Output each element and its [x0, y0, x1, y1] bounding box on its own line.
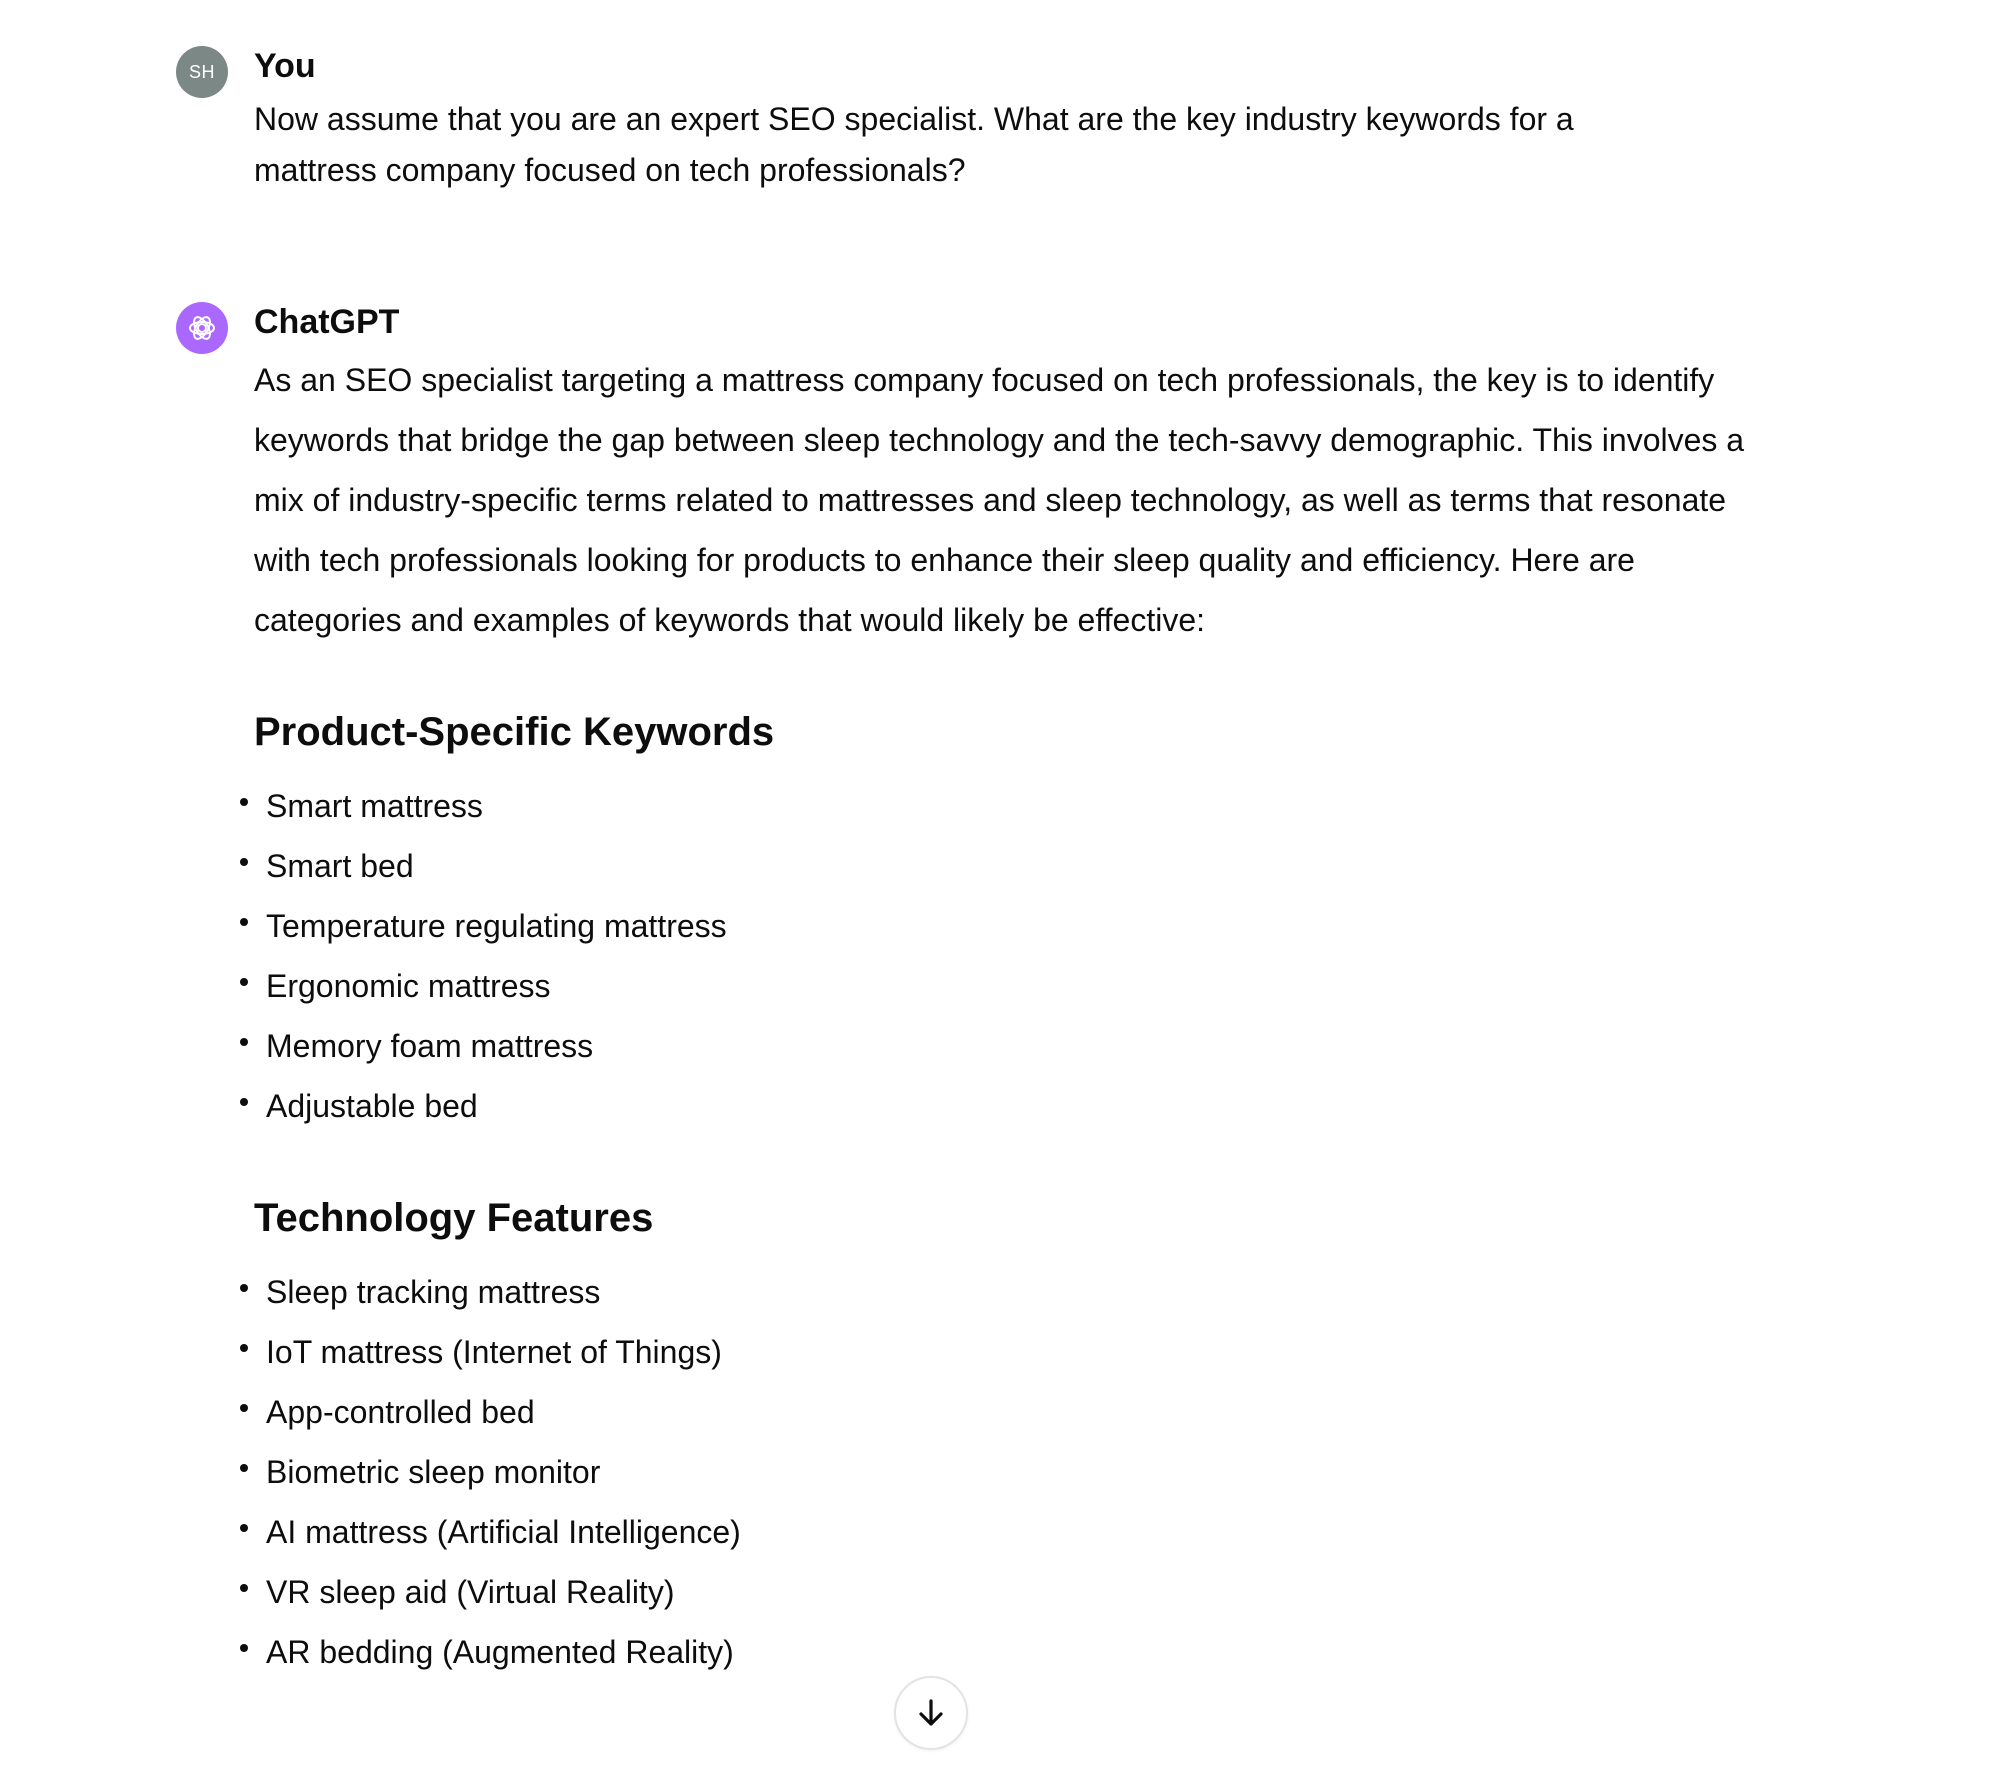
list-item: AI mattress (Artificial Intelligence) [254, 1502, 1734, 1562]
list-item: Smart bed [254, 836, 1734, 896]
assistant-intro-paragraph: As an SEO specialist targeting a mattress company focused on tech professionals, the key is to identify keywords that bridge the gap between sleep technology and the tech-savvy demographic. This involves a mix of industry-specific terms related to mattresses and sleep technology, as well as terms that resonate with tech professionals looking for products to enhance their sleep quality and efficiency. Here are categories and examples of keywords that would likely be effective: [254, 362, 1745, 638]
section-heading-product-keywords: Product-Specific Keywords [254, 710, 775, 754]
list-item: Smart mattress [254, 776, 1734, 836]
product-keywords-list [254, 776, 1734, 1136]
list-item: App-controlled bed [254, 1382, 1734, 1442]
list-item: Biometric sleep monitor [254, 1442, 1734, 1502]
openai-logo-icon [176, 302, 228, 354]
list-item: Ergonomic mattress [254, 956, 1734, 1016]
list-item: Temperature regulating mattress [254, 896, 1734, 956]
list-item: VR sleep aid (Virtual Reality) [254, 1562, 1734, 1622]
list-item: Adjustable bed [254, 1076, 1734, 1136]
user-author-name: You [254, 47, 316, 85]
list-item: AR bedding (Augmented Reality) [254, 1622, 1734, 1682]
list-item: Sleep tracking mattress [254, 1262, 1734, 1322]
list-item: IoT mattress (Internet of Things) [254, 1322, 1734, 1382]
user-avatar-initials: SH [188, 61, 215, 82]
user-message-text: Now assume that you are an expert SEO specialist. What are the key industry keywords for a mattress company focused on tech professionals? [254, 101, 1574, 188]
list-item: Memory foam mattress [254, 1016, 1734, 1076]
assistant-author-name: ChatGPT [254, 303, 400, 341]
technology-features-list [254, 1262, 1734, 1682]
scroll-to-bottom-button[interactable] [894, 1676, 968, 1750]
section-heading-technology-features: Technology Features [254, 1196, 654, 1240]
user-message-content [254, 44, 1734, 196]
arrow-down-icon [914, 1696, 948, 1730]
user-avatar [176, 46, 228, 98]
assistant-message-content [254, 300, 1745, 1682]
openai-logo-icon-graphic [184, 310, 220, 346]
